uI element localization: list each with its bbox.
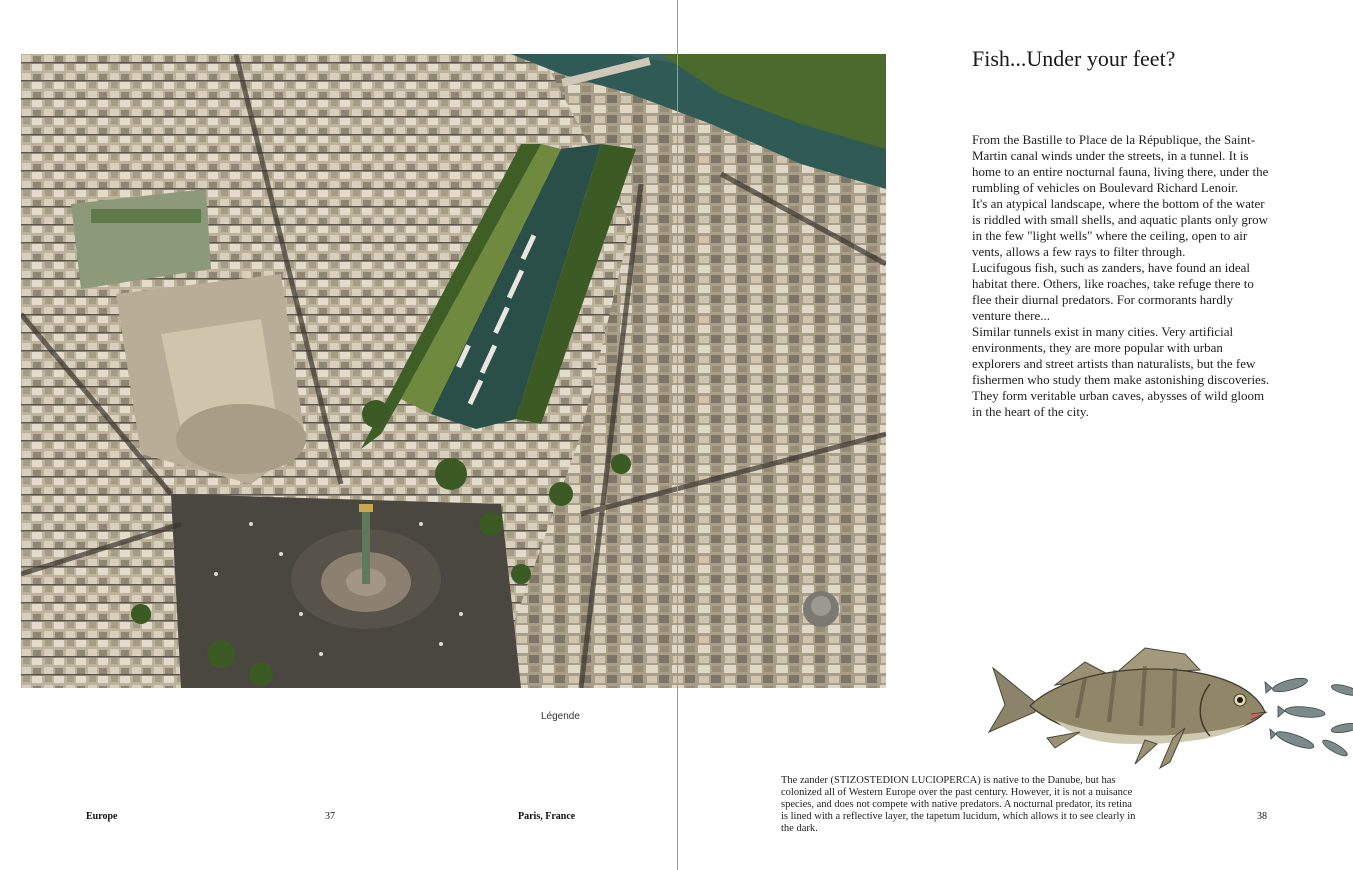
page-gutter xyxy=(677,0,678,870)
left-page-number: 37 xyxy=(325,811,335,822)
fish-caption: The zander (STIZOSTEDION LUCIOPERCA) is native to the Danube, but has colonized all of Western Europe over the past century. However, it is not a nuisance species, and does not compete with native predators. A nocturnal predator, its retina is lined with a reflective layer, the tapetum lucidum, which allows it to see clearly in the dark. xyxy=(781,775,1136,834)
zander-fish-illustration xyxy=(985,640,1353,775)
article-paragraph: It's an atypical landscape, where the bottom of the water is riddled with small shells, and aquatic plants only grow in the few "light wells" where the ceiling, open to air vents, allows a few rays to filter through. xyxy=(972,196,1269,259)
right-page-number: 38 xyxy=(1257,811,1267,822)
article-paragraph: From the Bastille to Place de la République, the Saint-Martin canal winds under the streets, in a tunnel. It is home to an entire nocturnal fauna, living there, under the rumbling of vehicles on Boulevard Richard Lenoir. xyxy=(972,132,1269,195)
aerial-photo xyxy=(21,54,886,688)
photo-caption: Légende xyxy=(541,711,580,722)
footer-region: Europe xyxy=(86,811,118,822)
article-paragraph: Lucifugous fish, such as zanders, have found an ideal habitat there. Others, like roaches, take refuge there to flee their diurnal predators. For cormorants hardly venture there... xyxy=(972,260,1254,323)
article-paragraph: Similar tunnels exist in many cities. Very artificial environments, they are more popular with urban explorers and street artists than naturalists, but the few fishermen who study them make astonishing discoveries. They form veritable urban caves, abysses of wild gloom in the heart of the city. xyxy=(972,324,1270,419)
article-body xyxy=(972,132,1272,420)
article-title: Fish...Under your feet? xyxy=(972,46,1176,71)
footer-location: Paris, France xyxy=(518,811,576,822)
